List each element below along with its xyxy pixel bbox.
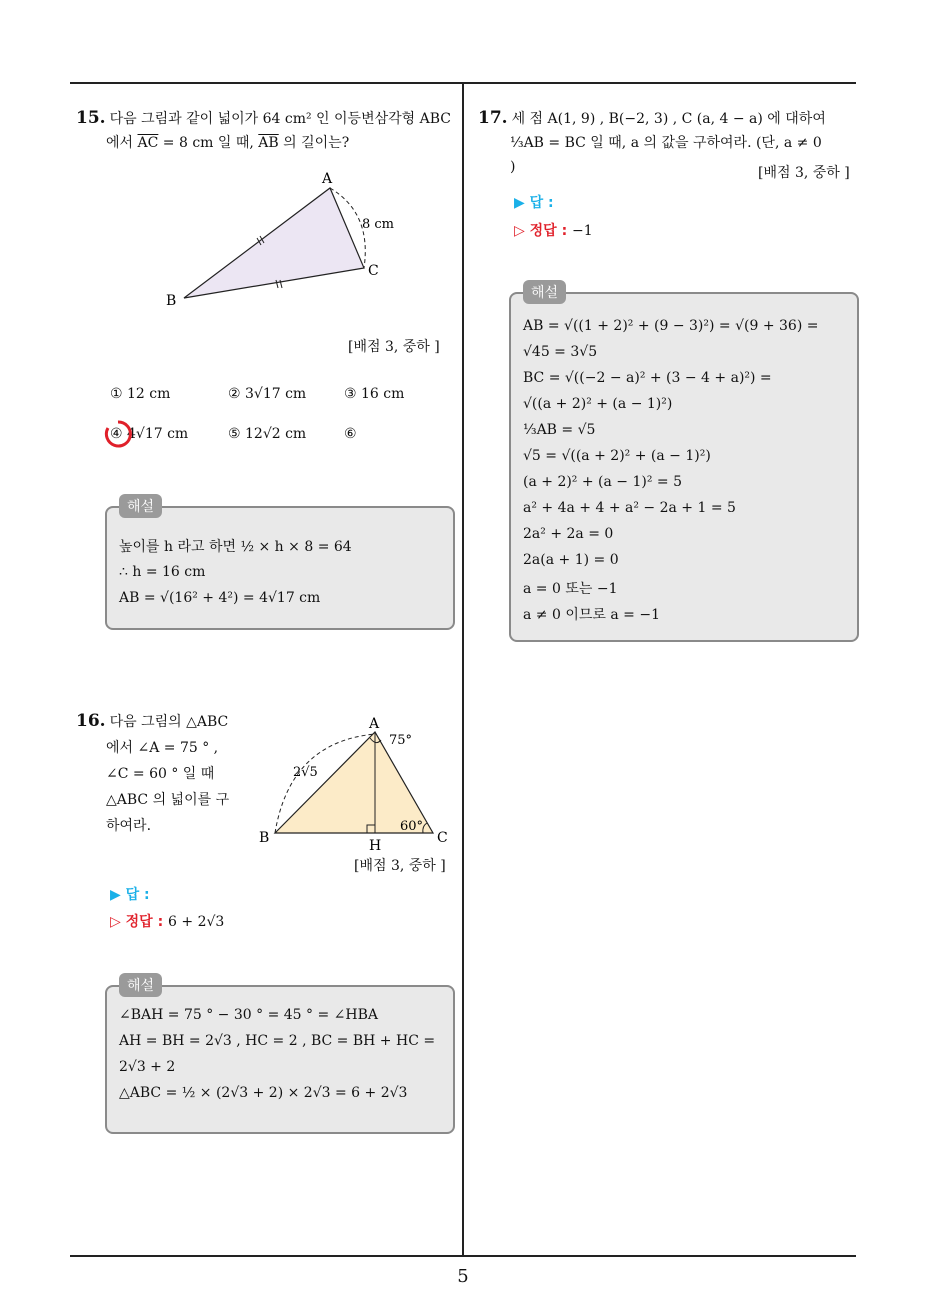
bottom-rule bbox=[70, 1255, 856, 1257]
solution-tag: 해설 bbox=[523, 280, 566, 304]
label-h: H bbox=[369, 838, 382, 854]
triangle-figure-15 bbox=[160, 168, 400, 313]
label-b: B bbox=[259, 830, 270, 846]
solution-line: AB = √(16² + 4²) = 4√17 cm bbox=[119, 590, 321, 606]
score-label: [배점 3, 중하 ] bbox=[348, 339, 440, 355]
solution-tag: 해설 bbox=[119, 494, 162, 518]
question-text: 하여라. bbox=[106, 818, 152, 834]
score-label: [배점 3, 중하 ] bbox=[354, 858, 446, 874]
label-a: A bbox=[322, 171, 333, 187]
question-text: 세 점 A(1, 9) , B(−2, 3) , C (a, 4 − a) 에 대하여 bbox=[511, 111, 826, 127]
solution-line: √5 = √((a + 2)² + (a − 1)²) bbox=[523, 448, 711, 464]
solution-line: (a + 2)² + (a − 1)² = 5 bbox=[523, 474, 683, 490]
choice-2[interactable]: ② 3√17 cm bbox=[228, 386, 307, 402]
solution-box-17 bbox=[509, 285, 859, 642]
label-angle-c: 60° bbox=[400, 819, 424, 834]
solution-line: BC = √((−2 − a)² + (3 − 4 + a)²) = bbox=[523, 370, 772, 386]
question-text: 다음 그림의 △ABC bbox=[109, 714, 229, 730]
answer-label: ▶ 답 : bbox=[110, 887, 150, 903]
score-label: [배점 3, 중하 ] bbox=[758, 165, 850, 181]
question-text: = 8 cm 일 때, bbox=[158, 135, 259, 151]
solution-line: ∴ h = 16 cm bbox=[119, 564, 206, 580]
label-side: 2√5 bbox=[293, 765, 318, 780]
solution-line: 2a(a + 1) = 0 bbox=[523, 552, 619, 568]
label-side: 8 cm bbox=[362, 217, 395, 232]
solution-line: AB = √((1 + 2)² + (9 − 3)²) = √(9 + 36) = bbox=[523, 318, 819, 334]
question-text: ) bbox=[510, 159, 516, 175]
label-a: A bbox=[369, 716, 380, 732]
solution-line: ⅓AB = √5 bbox=[523, 422, 596, 438]
segment-ab: $\overline{AB}$ bbox=[258, 135, 279, 151]
correct-value: 6 + 2√3 bbox=[168, 914, 225, 930]
triangle-abc bbox=[184, 188, 364, 298]
solution-line: √45 = 3√5 bbox=[523, 344, 598, 360]
solution-line: AH = BH = 2√3 , HC = 2 , BC = BH + HC = bbox=[119, 1033, 436, 1049]
question-text: ⅓AB = BC 일 때, a 의 값을 구하여라. (단, a ≠ 0 bbox=[510, 135, 822, 151]
solution-line: 2a² + 2a = 0 bbox=[523, 526, 614, 542]
solution-line: 2√3 + 2 bbox=[119, 1059, 176, 1075]
choice-3[interactable]: ③ 16 cm bbox=[344, 386, 405, 402]
choice-6[interactable]: ⑥ bbox=[344, 426, 357, 442]
page-number: 5 bbox=[457, 1266, 469, 1287]
solution-line: 높이를 h 라고 하면 ½ × h × 8 = 64 bbox=[119, 539, 352, 555]
question-text: ∠C = 60 ° 일 때 bbox=[106, 766, 215, 782]
correct-answer bbox=[514, 220, 593, 240]
question-text: 의 길이는? bbox=[278, 135, 350, 151]
question-number: 16. bbox=[76, 711, 106, 731]
segment-ac: $\overline{AC}$ bbox=[137, 135, 159, 151]
question-15 bbox=[76, 106, 460, 155]
solution-line: a² + 4a + 4 + a² − 2a + 1 = 5 bbox=[523, 500, 736, 516]
solution-line: a = 0 또는 −1 bbox=[523, 581, 618, 597]
solution-line: √((a + 2)² + (a − 1)²) bbox=[523, 396, 673, 412]
solution-line: ∠BAH = 75 ° − 30 ° = 45 ° = ∠HBA bbox=[119, 1007, 378, 1023]
question-text: 에서 ∠A = 75 ° , bbox=[106, 740, 219, 756]
question-16 bbox=[76, 708, 246, 839]
choice-1[interactable]: ① 12 cm bbox=[110, 386, 171, 402]
correct-value: −1 bbox=[572, 223, 593, 239]
label-angle-a: 75° bbox=[389, 733, 413, 748]
triangle-figure-16 bbox=[255, 712, 455, 854]
solution-box-16 bbox=[105, 978, 455, 1134]
question-text: 에서 bbox=[106, 135, 138, 151]
choice-5[interactable]: ⑤ 12√2 cm bbox=[228, 426, 307, 442]
solution-tag: 해설 bbox=[119, 973, 162, 997]
solution-line: a ≠ 0 이므로 a = −1 bbox=[523, 607, 660, 623]
question-number: 17. bbox=[478, 108, 508, 128]
solution-box-15 bbox=[105, 499, 455, 630]
correct-answer bbox=[110, 911, 224, 931]
solution-line: △ABC = ½ × (2√3 + 2) × 2√3 = 6 + 2√3 bbox=[119, 1085, 408, 1101]
question-text: △ABC 의 넓이를 구 bbox=[106, 792, 230, 808]
selected-answer-circle-icon bbox=[102, 418, 134, 450]
label-b: B bbox=[166, 293, 177, 309]
label-c: C bbox=[437, 830, 448, 846]
question-number: 15. bbox=[76, 108, 106, 128]
answer-label: ▶ 답 : bbox=[514, 195, 554, 211]
choice-4[interactable]: ④ 4√17 cm bbox=[110, 426, 189, 442]
correct-label: ▷ 정답 : bbox=[514, 223, 568, 239]
correct-label: ▷ 정답 : bbox=[110, 914, 164, 930]
label-c: C bbox=[368, 263, 379, 279]
column-divider bbox=[462, 83, 464, 1255]
question-text-line1: 다음 그림과 같이 넓이가 64 cm² 인 이등변삼각형 ABC bbox=[109, 111, 451, 127]
